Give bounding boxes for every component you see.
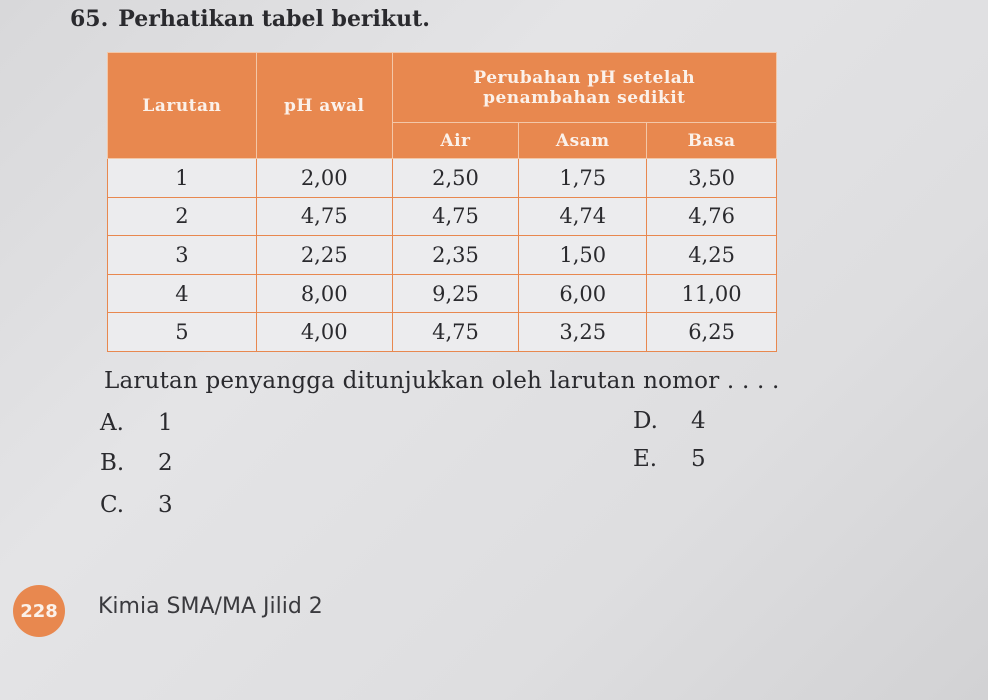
option-b bbox=[100, 450, 173, 476]
page-number-badge: 228 bbox=[13, 585, 65, 637]
option-value: 3 bbox=[158, 492, 173, 518]
cell-base: 11,00 bbox=[647, 274, 777, 313]
question-number: 65. bbox=[70, 6, 109, 32]
header-base: Basa bbox=[647, 123, 777, 159]
cell-initial-ph: 4,75 bbox=[256, 197, 392, 236]
cell-solution: 3 bbox=[108, 236, 257, 275]
cell-initial-ph: 2,25 bbox=[256, 236, 392, 275]
option-value: 5 bbox=[691, 446, 706, 472]
book-title: Kimia SMA/MA Jilid 2 bbox=[98, 594, 323, 619]
cell-base: 4,25 bbox=[647, 236, 777, 275]
header-solution: Larutan bbox=[108, 53, 257, 159]
option-e bbox=[633, 446, 706, 472]
option-a bbox=[100, 410, 173, 436]
cell-acid: 3,25 bbox=[519, 313, 647, 352]
question-heading bbox=[70, 6, 430, 32]
cell-base: 4,76 bbox=[647, 197, 777, 236]
option-value: 4 bbox=[691, 408, 706, 434]
cell-initial-ph: 2,00 bbox=[256, 159, 392, 198]
header-water: Air bbox=[392, 123, 519, 159]
cell-solution: 2 bbox=[108, 197, 257, 236]
cell-acid: 1,50 bbox=[519, 236, 647, 275]
table-row bbox=[108, 236, 777, 275]
cell-acid: 4,74 bbox=[519, 197, 647, 236]
option-letter: C. bbox=[100, 492, 125, 518]
cell-initial-ph: 4,00 bbox=[256, 313, 392, 352]
table-row bbox=[108, 159, 777, 198]
cell-solution: 4 bbox=[108, 274, 257, 313]
header-change-line1: Perubahan pH setelah bbox=[473, 67, 696, 88]
option-letter: D. bbox=[633, 408, 658, 434]
table-row bbox=[108, 197, 777, 236]
cell-solution: 1 bbox=[108, 159, 257, 198]
option-letter: B. bbox=[100, 450, 125, 476]
cell-water: 2,35 bbox=[392, 236, 519, 275]
cell-water: 4,75 bbox=[392, 197, 519, 236]
question-prompt: Larutan penyangga ditunjukkan oleh larutan nomor . . . . bbox=[104, 368, 780, 394]
option-d bbox=[633, 408, 706, 434]
table-row bbox=[108, 313, 777, 352]
header-initial-ph: pH awal bbox=[256, 53, 392, 159]
cell-acid: 1,75 bbox=[519, 159, 647, 198]
cell-initial-ph: 8,00 bbox=[256, 274, 392, 313]
option-value: 2 bbox=[158, 450, 173, 476]
header-change-group bbox=[392, 53, 776, 123]
option-letter: E. bbox=[633, 446, 658, 472]
question-title: Perhatikan tabel berikut. bbox=[118, 6, 430, 32]
cell-water: 2,50 bbox=[392, 159, 519, 198]
cell-acid: 6,00 bbox=[519, 274, 647, 313]
option-letter: A. bbox=[100, 410, 124, 436]
cell-water: 9,25 bbox=[392, 274, 519, 313]
header-change-line2: penambahan sedikit bbox=[483, 87, 686, 108]
cell-solution: 5 bbox=[108, 313, 257, 352]
cell-base: 3,50 bbox=[647, 159, 777, 198]
option-c bbox=[100, 492, 173, 518]
table-row bbox=[108, 274, 777, 313]
option-value: 1 bbox=[158, 410, 173, 436]
cell-water: 4,75 bbox=[392, 313, 519, 352]
ph-table bbox=[107, 52, 777, 352]
cell-base: 6,25 bbox=[647, 313, 777, 352]
table-header-row bbox=[108, 53, 777, 123]
header-acid: Asam bbox=[519, 123, 647, 159]
